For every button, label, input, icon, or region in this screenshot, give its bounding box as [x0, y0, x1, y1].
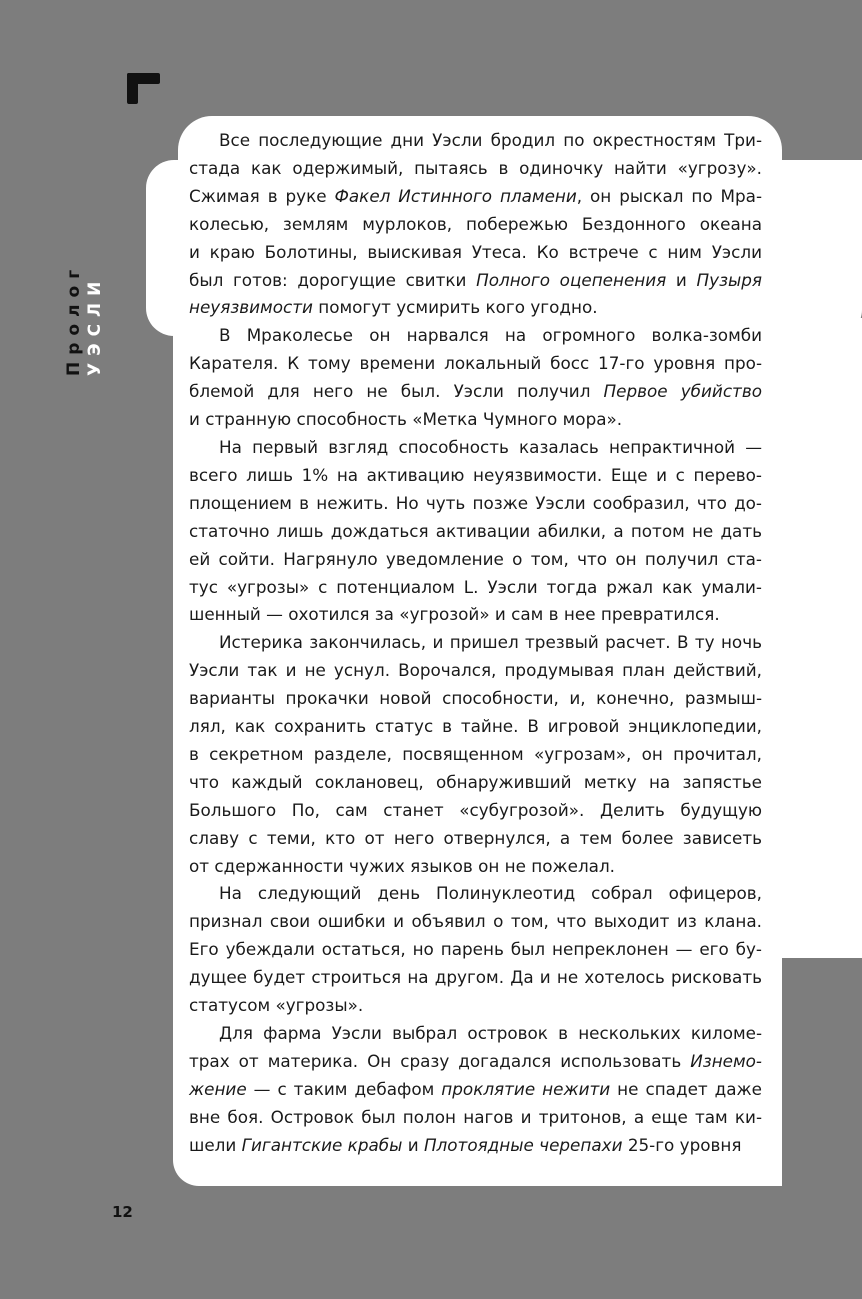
- paragraph: [189, 434, 762, 629]
- text-panel-right: [781, 318, 862, 958]
- text-line: признал свои ошибки и объявил о том, что выходит из клана.: [189, 911, 762, 932]
- text-line: жение — с таким дебафом проклятие нежити не спадет даже: [189, 1078, 762, 1099]
- corner-bracket-mark: [127, 73, 160, 104]
- text-line: Большого По, сам станет «субугрозой». Делить будущую: [189, 799, 762, 820]
- text-line: трах от материка. Он сразу догадался использовать Изнемо-: [189, 1050, 762, 1071]
- text-line: блемой для него не был. Уэсли получил Первое убийство: [189, 381, 762, 402]
- italic-term: Плотоядные черепахи: [423, 1134, 623, 1155]
- body-text: [189, 127, 762, 1160]
- running-head: [64, 263, 106, 376]
- text-line: и странную способность «Метка Чумного мора».: [189, 409, 623, 430]
- text-line: лял, как сохранить статус в тайне. В игровой энциклопедии,: [189, 716, 762, 737]
- text-line: Его убеждали остаться, но парень был непреклонен — его бу-: [189, 939, 762, 960]
- paragraph: [189, 629, 762, 880]
- running-head-part: Пролог: [64, 262, 84, 376]
- text-line: в секретном разделе, посвященном «угрозам», он прочитал,: [189, 743, 762, 764]
- text-line: был готов: дорогущие свитки Полного оцепенения и Пузыря: [189, 269, 762, 290]
- text-line: статусом «угрозы».: [189, 995, 364, 1016]
- text-line: Истерика закончилась, и пришел трезвый расчет. В ту ночь: [219, 632, 762, 653]
- italic-term: проклятие нежити: [441, 1078, 611, 1099]
- text-line: неуязвимости помогут усмирить кого угодно.: [189, 297, 598, 318]
- text-line: стада как одержимый, пытаясь в одиночку найти «угрозу».: [189, 157, 762, 178]
- paragraph: [189, 322, 762, 434]
- text-line: варианты прокачки новой способности, и, конечно, размыш-: [189, 688, 762, 709]
- text-line: шели Гигантские крабы и Плотоядные черепахи 25-го уровня: [189, 1134, 742, 1155]
- text-line: На следующий день Полинуклеотид собрал офицеров,: [219, 883, 762, 904]
- text-line: тус «угрозы» с потенциалом L. Уэсли тогда ржал как умали-: [189, 576, 762, 597]
- paragraph: [189, 1020, 762, 1160]
- text-line: что каждый соклановец, обнаруживший метку на запястье: [189, 771, 762, 792]
- italic-term: Пузыря: [696, 269, 762, 290]
- text-line: Все последующие дни Уэсли бродил по окрестностям Три-: [219, 130, 762, 150]
- paragraph: [189, 127, 762, 322]
- italic-term: Гигантские крабы: [241, 1134, 403, 1155]
- text-line: славу с теми, кто от него отвернулся, а тем более зависеть: [189, 827, 762, 848]
- text-line: вне боя. Островок был полон нагов и тритонов, а еще там ки-: [189, 1106, 762, 1127]
- italic-term: Изнемо-: [690, 1050, 762, 1071]
- italic-term: жение: [189, 1078, 247, 1099]
- text-line: всего лишь 1% на активацию неуязвимости. Еще и с перево-: [189, 464, 762, 485]
- text-line: колесью, землям мурлоков, побережью Бездонного океана: [189, 213, 762, 234]
- italic-term: неуязвимости: [189, 297, 313, 318]
- text-line: ей сойти. Нагрянуло уведомление о том, что он получил ста-: [189, 548, 762, 569]
- text-line: шенный — охотился за «угрозой» и сам в нее превратился.: [189, 604, 720, 625]
- page-number: 12: [112, 1203, 133, 1221]
- text-line: от сдержанности чужих языков он не пожелал.: [189, 855, 616, 876]
- text-line: статочно лишь дождаться активации абилки, а потом не дать: [189, 520, 762, 541]
- running-head-chapter: УЭСЛИ: [85, 274, 105, 376]
- text-line: дущее будет строиться на другом. Да и не хотелось рисковать: [189, 967, 762, 988]
- italic-term: Полного оцепенения: [476, 269, 667, 290]
- text-line: В Мраколесье он нарвался на огромного волка-зомби: [219, 325, 762, 346]
- text-line: площением в нежить. Но чуть позже Уэсли сообразил, что до-: [189, 492, 762, 513]
- italic-term: Первое убийство: [603, 381, 762, 402]
- text-line: Уэсли так и не уснул. Ворочался, продумывая план действий,: [189, 660, 762, 681]
- text-line: На первый взгляд способность казалась непрактичной —: [219, 436, 762, 457]
- italic-term: Факел Истинного пламени: [334, 185, 577, 206]
- text-line: и краю Болотины, выискивая Утеса. Ко встрече с ним Уэсли: [189, 241, 762, 262]
- text-line: Сжимая в руке Факел Истинного пламени, он рыскал по Мра-: [189, 185, 762, 206]
- text-line: Карателя. К тому времени локальный босс 17-го уровня про-: [189, 353, 762, 374]
- text-line: Для фарма Уэсли выбрал островок в нескольких киломе-: [219, 1023, 762, 1043]
- paragraph: [189, 880, 762, 1020]
